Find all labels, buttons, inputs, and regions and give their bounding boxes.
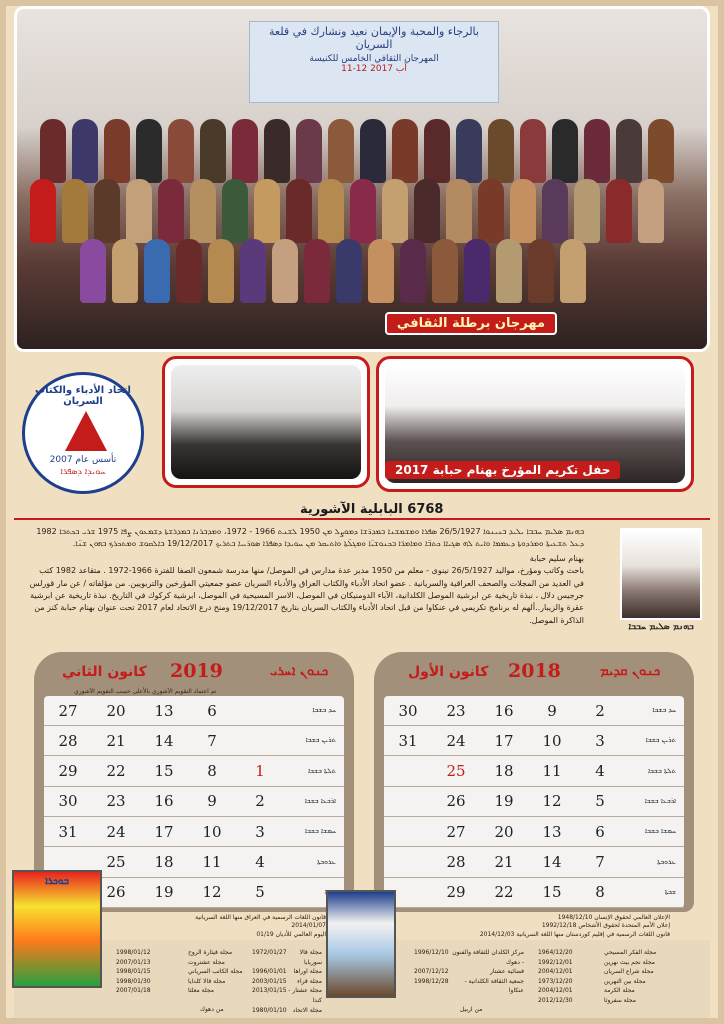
calendar-day-cell: 30 [44, 786, 92, 816]
calendar-day-cell: 3 [236, 817, 284, 847]
calendar-day-cell: 5 [236, 877, 284, 907]
magazine-entry-date: 2004/12/01 [538, 987, 573, 995]
magazine-col4 [414, 948, 524, 996]
calendar-month-syriac: ܟܢܘܢ ܩܕܝܡ [600, 664, 661, 679]
calendar-day-name: ܚܕ ܒܫܒܐ [624, 696, 684, 726]
magazine-entry-name: مجلة قالا سوريايا [299, 949, 322, 966]
magazine-entry-date: 1973/12/20 [538, 977, 573, 985]
magazine-entry [188, 948, 246, 958]
magazine-entry-date: مجلة قالا كلدايا [188, 977, 226, 985]
magazine-entry-date: مجلة الكرمة [604, 987, 635, 995]
magazine-entry-name: مجلة الاتحاد [292, 1006, 322, 1014]
calendar-day-cell [384, 847, 432, 877]
calendar-day-cell: 12 [188, 877, 236, 907]
calendar-day-cell: 22 [92, 756, 140, 786]
magazine-entry-name: مجلة اوراها [293, 968, 322, 976]
calendar-day-cell: 10 [188, 817, 236, 847]
magazine-entry [414, 977, 524, 996]
calendar-day-name: ܬܪܝܢ ܒܫܒܐ [284, 726, 344, 756]
magazine-entry-date: 1998/12/28 [414, 977, 449, 985]
magazine-entry-date: 2003/01/15 [252, 977, 287, 985]
magazine-entry-date: 2007/12/12 [414, 968, 449, 976]
children-magazine-cover [12, 870, 102, 988]
magazine-entry [414, 967, 524, 977]
calendar-day-cell [384, 817, 432, 847]
calendar-week-row [384, 847, 684, 877]
magazine-entry-date: 2007/01/13 [116, 958, 151, 966]
choir-back-row [37, 119, 707, 183]
calendar-day-cell: 19 [140, 877, 188, 907]
portrait-label: ܒܗܢܡ ܣܠܝܡ ܚܒܒܐ [628, 622, 694, 632]
calendar-year: 2019 [170, 660, 223, 682]
calendar-day-cell: 13 [528, 817, 576, 847]
magazine-entry-date: 1998/01/12 [116, 949, 151, 956]
magazine-entry [116, 948, 180, 958]
magazine-entry-date: مجلة معلثا [188, 987, 214, 995]
festival-caption: مهرجان برطلة الثقافي [385, 312, 557, 335]
magazine-dates-col1 [116, 948, 180, 996]
magazine-entry-date: 1972/01/27 [252, 949, 287, 956]
magazine-entry-date: 2004/12/01 [538, 968, 573, 976]
magazine-entry-date: 1992/12/01 [538, 958, 573, 966]
calendar-day-cell: 25 [92, 847, 140, 877]
magazine-entry-date: 1998/01/30 [116, 977, 151, 985]
calendar-day-cell: 10 [528, 726, 576, 756]
calendar-day-cell: 28 [44, 726, 92, 756]
magazine-names-col2 [188, 948, 246, 996]
calendar-day-name: ܥܪܘܒܬܐ [624, 847, 684, 877]
magazine-entry [188, 986, 246, 996]
magazine-entry [604, 977, 702, 987]
magazine-entry [604, 967, 702, 977]
magazine-entry [538, 986, 598, 996]
calendar-day-cell: 26 [92, 877, 140, 907]
calendar-day-cell: 3 [576, 726, 624, 756]
calendar-day-name: ܚܡܫܐ ܒܫܒܐ [624, 817, 684, 847]
calendar-day-cell: 4 [236, 847, 284, 877]
calendar-day-cell: 18 [480, 756, 528, 786]
calendar-week-row [384, 817, 684, 847]
magazine-entry-name: مجلة قراء [297, 977, 322, 985]
magazine-entry-name: فضائية عشتار [490, 968, 524, 976]
logo-syriac-text: ܚܘܝܕܐ ܕܣܦܪ̈ܐ [60, 467, 106, 477]
magazine-entry [604, 996, 702, 1006]
honoring-caption: حفل تكريم المؤرخ بهنام حبابة 2017 [385, 461, 620, 479]
calendar-week-row [44, 696, 344, 726]
banner-date: 11-12 آب 2017 [341, 64, 407, 74]
calendar-table [384, 696, 684, 908]
magazine-entry [188, 977, 246, 987]
calendar-day-cell: 20 [480, 817, 528, 847]
calendar-week-row [44, 817, 344, 847]
calendar-day-cell: 7 [188, 726, 236, 756]
biography-arabic: باحث وكاتب ومؤرخ، مواليد 26/5/1927 نينوى - معلم من 1950 مدير عدة مدارس في الموصل/ منها مدرسة شمعون الصفا للفترة 1966-1972 . متقاعد 1982 كتب في العديد من المجلات والصحف العراقية والسريانية . عضو اتحاد الأدباء والكتاب العراق والأدباء السريان عضو جمعيتي المؤرخين والتربويين. من مؤلفاته / عن مار قورلس جرجيس دلال ، نبذة تاريخية عن ابرشية الموصل الكلدانية، الآباء الدومنيكان في الموصل، الاسر المسيحية في الموصل، ابرشية كركوك في التاريخ. نبذة تاريخية عن ابرشية عقرة والزيبار..ألهم له برنامج تكريمي في عنكاوا من قبل اتحاد الأدباء والكتاب السريان بتاريخ 19/12/2017 ومنح درع الاتحاد لعام 2017 تحت عنوان بهنام حبابة كنز من الذاكرة الموصل. [29, 566, 584, 625]
babylonian-year-heading: 6768 البابلية الآشورية [300, 502, 444, 517]
magazine-entry-date: 2007/01/18 [116, 987, 151, 995]
magazine-entry [604, 958, 702, 968]
calendar-year: 2018 [508, 660, 561, 682]
magazine-entry [116, 977, 180, 987]
magazine-entry-name: مركز الكلدان للثقافة والفنون - دهوك [452, 949, 524, 966]
magazine-names-col5 [604, 948, 702, 1006]
calendar-day-cell: 8 [188, 756, 236, 786]
calendar-day-cell: 24 [92, 817, 140, 847]
calendar-week-row [384, 756, 684, 786]
magazine-entry [252, 948, 322, 967]
calendar-day-cell: 29 [432, 877, 480, 907]
magazine-entry [188, 967, 246, 977]
magazine-entry-date: مجلة نجم بيث نهرين [604, 958, 655, 966]
magazine-entry [188, 958, 246, 968]
calendar-day-cell: 23 [432, 696, 480, 726]
calendar-day-cell: 15 [528, 877, 576, 907]
festival-photo [14, 6, 710, 352]
calendar-dec-2018 [374, 652, 694, 912]
magazine-entry-date: 1964/12/20 [538, 949, 573, 956]
calendar-notes-right [420, 914, 670, 939]
calendar-week-row [384, 877, 684, 907]
magazine-col3 [252, 948, 322, 1015]
calendar-header [374, 660, 694, 688]
biography-syriac: ܒܗܢܡ ܣܠܝܡ ܚܒܒܐ ܝܠܝܕ ܒܢܝܢܘܐ 26/5/1927 ܣܦܪܐ ܘܡܫܡܫܢܐ ܒܡܕܪ̈ܫܐ ܕܡܘܨܠ ܡܢ 1950 ܠܫܢܬ 1966 - 1972، ܘܡܕܒܪܢܐ ܒܡܕܪܫܬܐ ܕܫܡܥܘܢ ܨܦܐ 1975 ܫܪܝ ܒܟܬܒܐ 1982 ܕܥܠ ܬܫܥܝܬܐ ܘܡܪܕܘܬܐ ܕܥܡܡܐ ܘܐܝܬ ܠܗ ܣܓܝܐܐ ܟܬܒ̈ܐ ܘܡܐܡܪ̈ܐ ܒܟܢܘܫܝ̈ܐ ܘܡܓܠ̈ܬܐ ܘܐܬܝܩܪ ܡܢ ܚܘܝܕܐ ܕܣܦܪ̈ܐ ܣܘܪ̈ܝܝܐ ܒܬܪܝܟ 19/12/2017 ܒܐܠܩܘܫ ܘܡܬܟܪܟ ܒܗܘܢ ܫܢ̈ܐ. [36, 527, 584, 549]
calendar-header [34, 660, 354, 688]
magazine-entry [538, 967, 598, 977]
calendar-day-cell: 1 [236, 756, 284, 786]
magazine-entry [538, 977, 598, 987]
calendar-day-cell: 16 [480, 696, 528, 726]
magazine-entry [252, 967, 322, 977]
magazine-entry [116, 958, 180, 968]
magazine-entry [538, 948, 598, 958]
banner-line2: المهرجان الثقافي الخامس للكنيسة [309, 54, 439, 64]
calendar-day-name: ܬܪܝܢ ܒܫܒܐ [624, 726, 684, 756]
calendar-day-cell: 14 [528, 847, 576, 877]
logo-year: تأسس عام 2007 [49, 455, 117, 465]
magazine-entry-date: 2012/12/30 [538, 996, 573, 1004]
magazine-entry-date: 2013/01/15 [252, 987, 287, 995]
calendar-month-syriac: ܟܢܘܢ ܐܚܪܝ [270, 664, 329, 679]
portrait-photo [620, 528, 702, 620]
calendar-day-cell: 26 [432, 786, 480, 816]
magazine-entry-date: مجلة الكاتب السرياني [188, 968, 243, 976]
magazine-entry-date: مجلة الفكر المسيحي [604, 949, 657, 956]
calendar-note-line: اليوم العالمي للأديان 01/19 [256, 930, 326, 938]
calendar-day-cell: 17 [480, 726, 528, 756]
calendar-month-arabic: كانون الأول [408, 664, 489, 680]
magazine-entry [538, 958, 598, 968]
calendar-day-cell: 27 [432, 817, 480, 847]
calendar-day-name: ܫܒܬܐ [624, 877, 684, 907]
calendar-day-cell: 22 [480, 877, 528, 907]
calendar-day-cell: 7 [576, 847, 624, 877]
magazine-entry [116, 967, 180, 977]
calendar-day-cell: 23 [92, 786, 140, 816]
calendar-week-row [384, 696, 684, 726]
calendar-day-cell: 31 [384, 726, 432, 756]
calendar-notes-left [176, 914, 326, 939]
magazine-cover [326, 890, 396, 998]
calendar-day-cell: 16 [140, 786, 188, 816]
magazine-entry [116, 986, 180, 996]
press-conference-photo [162, 356, 370, 488]
calendar-day-name: ܐܪܒܥܐ ܒܫܒܐ [624, 786, 684, 816]
magazine-entry [252, 986, 322, 1005]
calendar-week-row [44, 726, 344, 756]
magazine-label-mid: من اربيل [460, 1006, 483, 1013]
magazine-entry [604, 986, 702, 996]
magazine-entry [252, 977, 322, 987]
calendar-day-cell: 12 [528, 786, 576, 816]
calendar-note-line: قانون اللغات الرسمية في إقليم كوردستان منها اللغة السريانية 2014/12/03 [479, 930, 670, 938]
calendar-month-arabic: كانون الثاني [62, 664, 147, 680]
calendar-day-cell: 17 [140, 817, 188, 847]
logo-emblem-icon [65, 411, 107, 451]
magazine-entry-date: 1980/01/10 [252, 1006, 287, 1014]
magazine-entry [604, 948, 702, 958]
calendar-day-cell: 6 [188, 696, 236, 726]
calendar-grid [384, 696, 684, 908]
biography-name: بهنام سليم حبابة [529, 553, 584, 563]
honoring-ceremony-photo [376, 356, 694, 492]
calendar-day-cell: 25 [432, 756, 480, 786]
calendar-day-cell [236, 726, 284, 756]
calendar-day-name: ܚܕ ܒܫܒܐ [284, 696, 344, 726]
magazine-entry [538, 996, 598, 1006]
magazine-dates-col6 [538, 948, 598, 1006]
cover-title: ܒܘܟܪܐ [45, 876, 69, 887]
magazine-entry [252, 1006, 322, 1016]
calendar-day-cell: 2 [576, 696, 624, 726]
calendar-day-cell: 21 [92, 726, 140, 756]
calendar-week-row [44, 786, 344, 816]
press-conference-image [171, 365, 361, 479]
magazine-entry-name: مجلة عشتار - كندا [288, 987, 322, 1004]
magazine-entry-date: 1996/01/01 [252, 968, 287, 976]
calendar-note-line: الإعلان العالمي لحقوق الإنسان 1948/12/10 [557, 914, 670, 921]
calendar-day-cell: 13 [140, 696, 188, 726]
magazine-label-left: من دهوك [200, 1006, 224, 1013]
calendar-day-cell: 27 [44, 696, 92, 726]
magazine-entry-name: جمعية الثقافة الكلدانية - عنكاوا [464, 977, 524, 995]
calendar-day-name: ܬܠܬܐ ܒܫܒܐ [284, 756, 344, 786]
calendar-day-name: ܥܪܘܒܬܐ [284, 847, 344, 877]
calendar-day-cell [384, 786, 432, 816]
magazine-entry-date: مجلة شراع السريان [604, 968, 654, 976]
calendar-day-cell: 6 [576, 817, 624, 847]
choir-front-row [77, 239, 707, 303]
calendar-day-cell [384, 756, 432, 786]
calendar-day-cell: 20 [92, 696, 140, 726]
calendar-day-cell: 19 [480, 786, 528, 816]
calendar-day-cell: 14 [140, 726, 188, 756]
calendar-day-cell: 24 [432, 726, 480, 756]
magazine-entry-date: مجلة قيثارة الروح [188, 949, 233, 956]
calendar-week-row [384, 786, 684, 816]
logo-title: اتحاد الأدباء والكتاب السريان [35, 385, 131, 407]
calendar-day-name: ܐܪܒܥܐ ܒܫܒܐ [284, 786, 344, 816]
calendar-day-cell: 31 [44, 817, 92, 847]
calendar-day-cell: 11 [188, 847, 236, 877]
calendar-week-row [44, 756, 344, 786]
calendar-note-line: قانون اللغات الرسمية في العراق منها اللغة السريانية 2014/01/07 [195, 914, 326, 930]
banner-line1: بالرجاء والمحبة والإيمان نعيد ونشارك في قلعة السريان [269, 25, 479, 51]
calendar-day-cell: 9 [188, 786, 236, 816]
calendar-note-line: إعلان الأمم المتحدة لحقوق الأشخاص 1992/12/18 [541, 922, 670, 930]
calendar-day-cell: 15 [140, 756, 188, 786]
calendar-day-cell: 28 [432, 847, 480, 877]
calendar-day-cell: 21 [480, 847, 528, 877]
calendar-day-cell: 5 [576, 786, 624, 816]
magazine-entry-date: 1998/01/15 [116, 968, 151, 976]
calendar-day-cell: 18 [140, 847, 188, 877]
calendar-day-name: ܬܠܬܐ ܒܫܒܐ [624, 756, 684, 786]
calendar-day-name: ܚܡܫܐ ܒܫܒܐ [284, 817, 344, 847]
calendar-week-row [384, 726, 684, 756]
magazine-entry-date: مجلة سفروثا [604, 996, 636, 1004]
calendar-day-cell: 4 [576, 756, 624, 786]
calendar-day-cell: 8 [576, 877, 624, 907]
magazine-entry [414, 948, 524, 967]
union-logo [22, 372, 144, 494]
calendar-day-cell: 9 [528, 696, 576, 726]
calendar-day-cell: 29 [44, 756, 92, 786]
biography-section [14, 518, 710, 644]
magazine-entry-date: 1996/12/10 [414, 949, 449, 956]
festival-banner [249, 21, 499, 103]
calendar-day-cell: 11 [528, 756, 576, 786]
magazine-entry-date: مجلة بين النهرين [604, 977, 646, 985]
calendar-note: تم اعتماد التقويم الآشوري بالأعلى حسب التقويم الآشوري [74, 688, 217, 695]
calendar-day-cell: 2 [236, 786, 284, 816]
calendar-day-cell [236, 696, 284, 726]
magazine-entry-date: مجلة عشتروت [188, 958, 225, 966]
calendar-day-cell: 30 [384, 696, 432, 726]
choir-middle-row [27, 179, 707, 243]
